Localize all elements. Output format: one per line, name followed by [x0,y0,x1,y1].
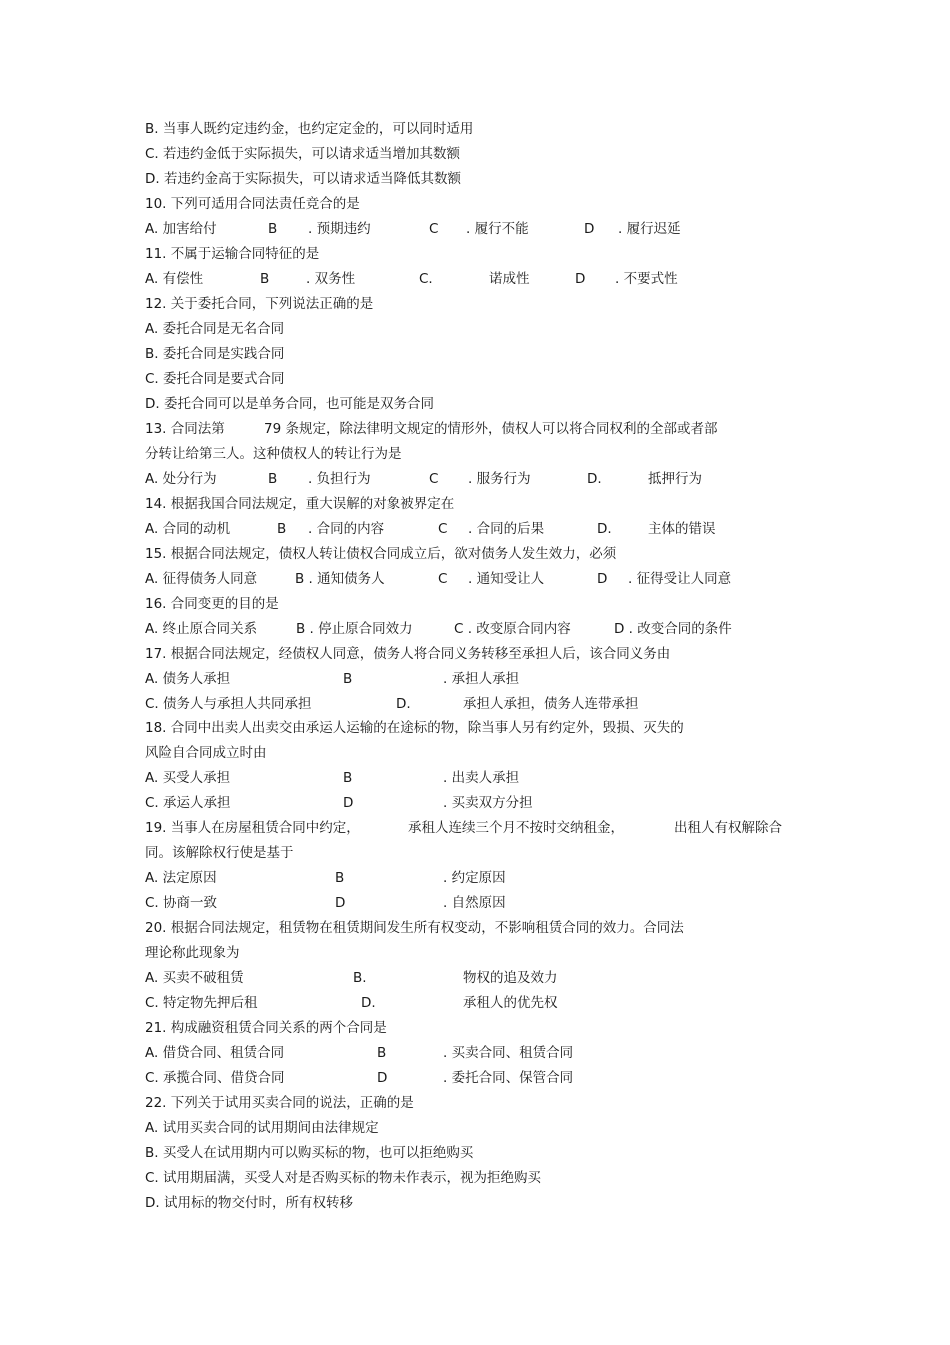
question-stem: 11. 不属于运输合同特征的是 [145,246,320,262]
option-text: B . 通知债务人 [295,571,385,587]
option-text: . 预期违约 [308,221,371,237]
option-text: D . 改变合同的条件 [614,621,732,637]
option-letter: C [438,521,448,537]
option-text: 抵押行为 [648,471,702,487]
option-letter: B [277,521,287,537]
option-text: A. 试用买卖合同的试用期间由法律规定 [145,1120,379,1136]
option-text: A. 买受人承担 [145,770,231,786]
option-text: 主体的错误 [648,521,716,537]
option-letter: D. [396,696,411,712]
option-text: D. 试用标的物交付时，所有权转移 [145,1195,353,1211]
question-stem: 16. 合同变更的目的是 [145,596,279,612]
option-letter: D. [361,995,376,1011]
option-text: A. 加害给付 [145,221,217,237]
option-letter: B [335,870,345,886]
option-letter: B [343,671,353,687]
option-text: C. 特定物先押后租 [145,995,258,1011]
option-text: A. 买卖不破租赁 [145,970,244,986]
option-letter: C. [419,271,433,287]
question-stem: 10. 下列可适用合同法责任竞合的是 [145,196,360,212]
option-letter: D [343,795,354,811]
question-stem: 分转让给第三人。这种债权人的转让行为是 [145,446,402,462]
option-letter: B [268,471,278,487]
question-stem: 同。该解除权行使是基于 [145,845,294,861]
option-text: . 承担人承担 [443,671,520,687]
option-text: . 负担行为 [308,471,371,487]
option-text: . 合同的内容 [308,521,385,537]
option-letter: C [438,571,448,587]
option-text: . 出卖人承担 [443,770,520,786]
option-text: B. 委托合同是实践合同 [145,346,285,362]
question-stem: 理论称此现象为 [145,945,240,961]
question-stem: 22. 下列关于试用买卖合同的说法，正确的是 [145,1095,414,1111]
question-stem: 14. 根据我国合同法规定，重大误解的对象被界定在 [145,496,455,512]
option-letter: B [377,1045,387,1061]
option-text: A. 有偿性 [145,271,204,287]
text-line: B. 当事人既约定违约金，也约定定金的，可以同时适用 [145,121,474,137]
option-letter: D [335,895,346,911]
question-stem: 风险自合同成立时由 [145,745,267,761]
option-text: C. 承揽合同、借贷合同 [145,1070,285,1086]
option-text: . 双务性 [306,271,356,287]
option-text: A. 委托合同是无名合同 [145,321,285,337]
option-text: . 履行不能 [466,221,529,237]
question-stem: 12. 关于委托合同，下列说法正确的是 [145,296,374,312]
option-letter: B [268,221,278,237]
option-text: . 征得受让人同意 [628,571,732,587]
option-text: C. 委托合同是要式合同 [145,371,285,387]
option-text: A. 征得债务人同意 [145,571,258,587]
option-text: . 买卖双方分担 [443,795,533,811]
text-line: D. 若违约金高于实际损失，可以请求适当降低其数额 [145,171,461,187]
option-text: B . 停止原合同效力 [296,621,413,637]
option-text: A. 终止原合同关系 [145,621,258,637]
option-letter: C [429,221,439,237]
question-stem: 21. 构成融资租赁合同关系的两个合同是 [145,1020,387,1036]
option-text: A. 借贷合同、租赁合同 [145,1045,285,1061]
option-letter: B. [353,970,367,986]
option-letter: B [343,770,353,786]
text-line: C. 若违约金低于实际损失，可以请求适当增加其数额 [145,146,461,162]
question-stem: 15. 根据合同法规定，债权人转让债权合同成立后，欲对债务人发生效力，必须 [145,546,617,562]
option-text: . 约定原因 [443,870,506,886]
option-text: C. 债务人与承担人共同承担 [145,696,312,712]
option-text: D. 委托合同可以是单务合同，也可能是双务合同 [145,396,434,412]
option-text: . 服务行为 [468,471,531,487]
question-stem: 13. 合同法第 [145,421,225,437]
option-letter: C [429,471,439,487]
option-text: . 履行迟延 [618,221,681,237]
option-text: . 通知受让人 [468,571,545,587]
option-text: A. 法定原因 [145,870,217,886]
option-text: C. 协商一致 [145,895,218,911]
option-text: 承担人承担，债务人连带承担 [463,696,639,712]
option-text: A. 处分行为 [145,471,217,487]
option-letter: B [260,271,270,287]
question-stem: 19. 当事人在房屋租赁合同中约定， [145,820,360,836]
question-stem: 20. 根据合同法规定，租赁物在租赁期间发生所有权变动，不影响租赁合同的效力。合同法 [145,920,684,936]
option-text: C. 承运人承担 [145,795,231,811]
option-text: . 买卖合同、租赁合同 [443,1045,574,1061]
option-letter: D [377,1070,388,1086]
question-stem: 承租人连续三个月不按时交纳租金， [408,820,624,836]
option-text: . 自然原因 [443,895,506,911]
option-text: B. 买受人在试用期内可以购买标的物，也可以拒绝购买 [145,1145,474,1161]
question-stem: 79 条规定，除法律明文规定的情形外，债权人可以将合同权利的全部或者部 [264,421,718,437]
question-stem: 出租人有权解除合 [674,820,782,836]
option-text: . 不要式性 [615,271,678,287]
option-letter: D [584,221,595,237]
option-text: C . 改变原合同内容 [454,621,571,637]
option-letter: D [597,571,608,587]
option-text: A. 债务人承担 [145,671,231,687]
option-text: C. 试用期届满，买受人对是否购买标的物未作表示，视为拒绝购买 [145,1170,542,1186]
option-letter: D [575,271,586,287]
option-text: 诺成性 [489,271,530,287]
option-letter: D. [587,471,602,487]
question-stem: 18. 合同中出卖人出卖交由承运人运输的在途标的物，除当事人另有约定外，毁损、灭失的 [145,720,684,736]
option-text: . 合同的后果 [468,521,545,537]
option-letter: D. [597,521,612,537]
option-text: 承租人的优先权 [463,995,558,1011]
option-text: A. 合同的动机 [145,521,231,537]
option-text: . 委托合同、保管合同 [443,1070,574,1086]
question-stem: 17. 根据合同法规定，经债权人同意，债务人将合同义务转移至承担人后，该合同义务由 [145,646,671,662]
option-text: 物权的追及效力 [463,970,558,986]
